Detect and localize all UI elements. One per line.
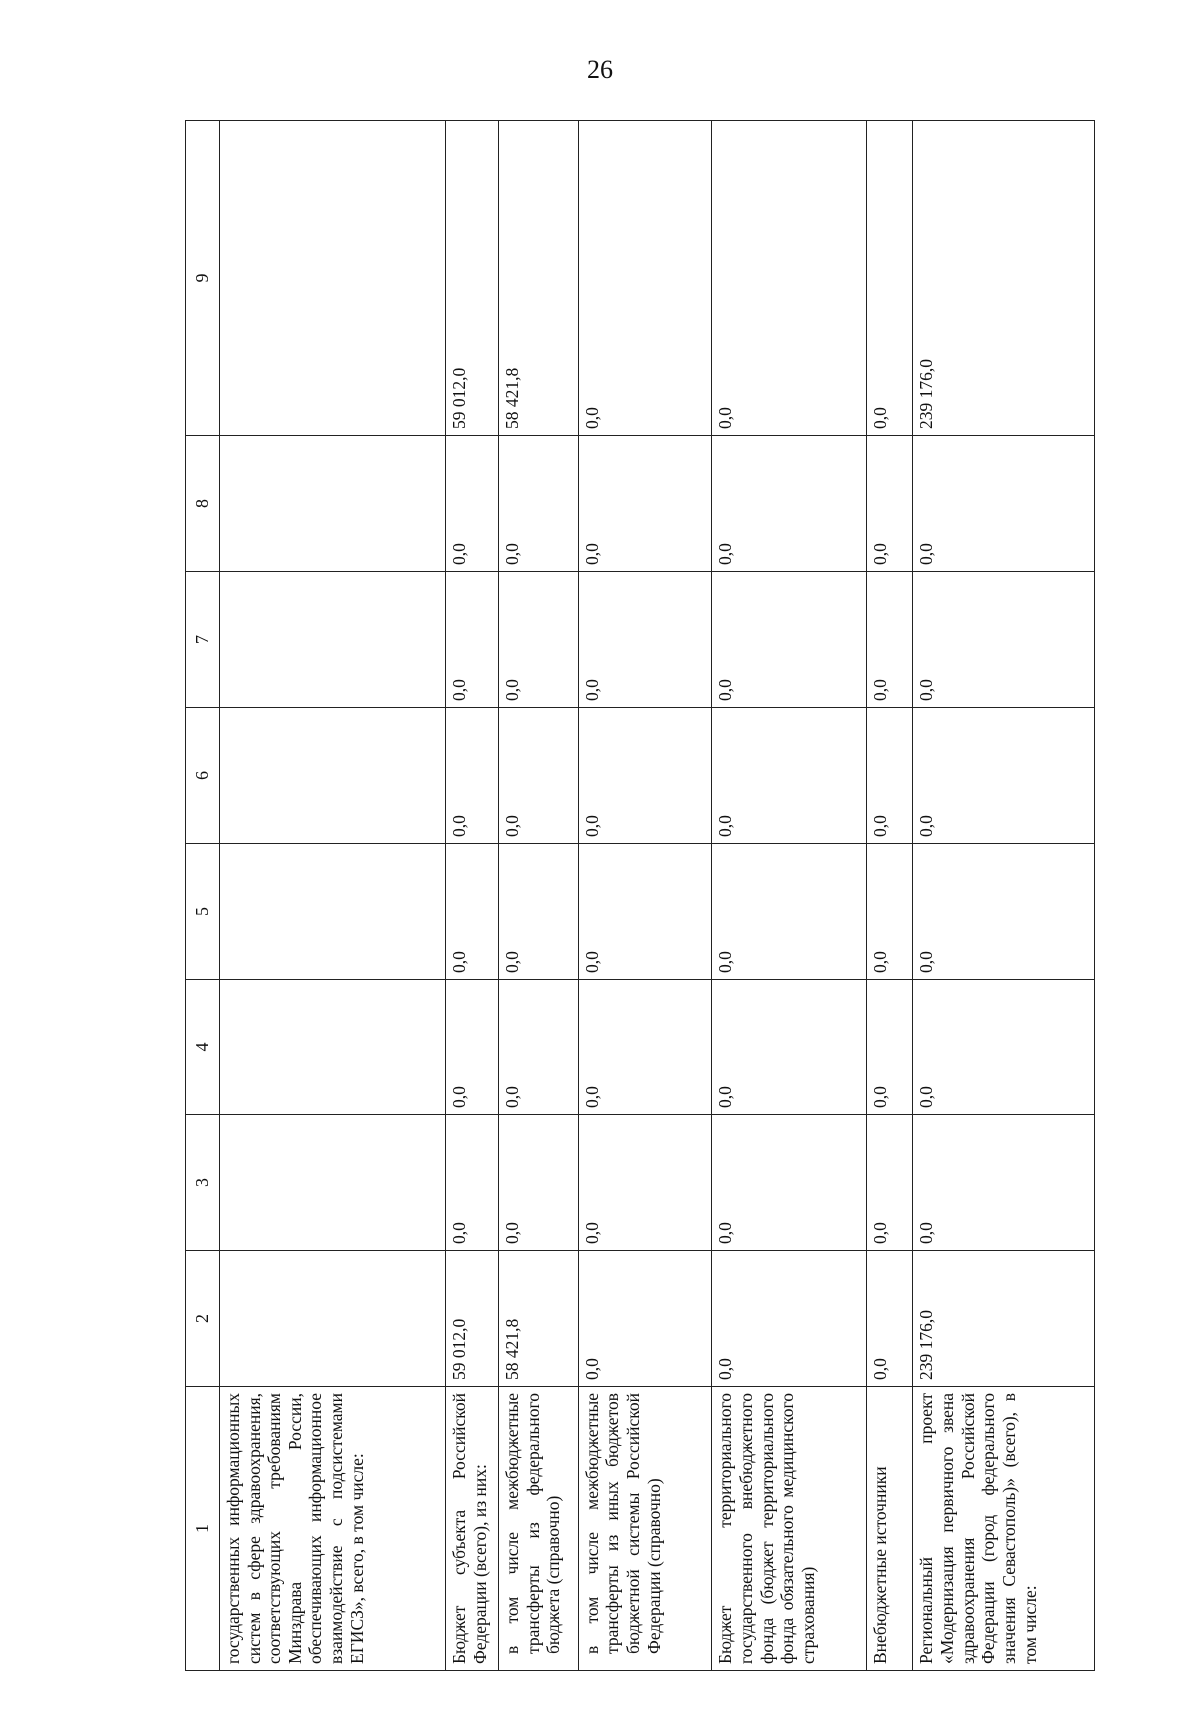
cell-value: 0,0 (712, 436, 867, 572)
cell-value: 0,0 (867, 708, 913, 844)
cell-value: 0,0 (913, 572, 1095, 708)
col-header-3: 3 (186, 1115, 220, 1251)
cell-value (219, 980, 445, 1115)
table-row (446, 121, 499, 1671)
row-label: Бюджет субъекта Российской Федерации (всего), из них: (446, 1387, 499, 1671)
page-number: 26 (587, 55, 613, 84)
cell-value: 0,0 (578, 121, 711, 436)
cell-value: 0,0 (446, 1115, 499, 1251)
cell-value (219, 121, 445, 436)
col-header-2: 2 (186, 1251, 220, 1387)
table-row (578, 121, 711, 1671)
cell-value: 0,0 (913, 1115, 1095, 1251)
cell-value: 0,0 (499, 980, 579, 1115)
col-header-6: 6 (186, 708, 220, 844)
col-header-1: 1 (186, 1387, 220, 1671)
cell-value: 0,0 (446, 844, 499, 980)
cell-value: 0,0 (867, 436, 913, 572)
cell-value: 58 421,8 (499, 1251, 579, 1387)
table-row (712, 121, 867, 1671)
cell-value: 0,0 (578, 980, 711, 1115)
row-label: Региональный проект «Модернизация первичного звена здравоохранения Российской Федерации (город федерального значения Севастополь)» (всего), в том числе: (913, 1387, 1095, 1671)
col-header-5: 5 (186, 844, 220, 980)
cell-value: 0,0 (499, 572, 579, 708)
cell-value: 0,0 (913, 436, 1095, 572)
cell-value: 0,0 (913, 708, 1095, 844)
row-label: государственных информационных систем в сфере здравоохранения, соответствующих требованиям Минздрава России, обеспечивающих информационное взаимодействие с подсистемами ЕГИСЗ», всего, в том числе: (219, 1387, 445, 1671)
cell-value (219, 572, 445, 708)
cell-value: 0,0 (578, 1251, 711, 1387)
cell-value: 239 176,0 (913, 121, 1095, 436)
cell-value: 0,0 (578, 572, 711, 708)
cell-value: 0,0 (578, 708, 711, 844)
cell-value: 0,0 (578, 436, 711, 572)
col-header-7: 7 (186, 572, 220, 708)
row-label: в том числе межбюджетные трансферты из федерального бюджета (справочно) (499, 1387, 579, 1671)
cell-value: 58 421,8 (499, 121, 579, 436)
cell-value: 59 012,0 (446, 121, 499, 436)
cell-value: 0,0 (712, 980, 867, 1115)
cell-value: 0,0 (446, 436, 499, 572)
cell-value: 0,0 (867, 572, 913, 708)
table-row (219, 121, 445, 1671)
cell-value: 0,0 (446, 980, 499, 1115)
table-row (913, 121, 1095, 1671)
cell-value: 0,0 (578, 1115, 711, 1251)
cell-value: 0,0 (712, 708, 867, 844)
cell-value: 0,0 (446, 572, 499, 708)
cell-value: 0,0 (712, 121, 867, 436)
cell-value: 0,0 (712, 1115, 867, 1251)
cell-value: 59 012,0 (446, 1251, 499, 1387)
cell-value: 0,0 (867, 980, 913, 1115)
cell-value (219, 436, 445, 572)
cell-value: 0,0 (499, 708, 579, 844)
budget-table (185, 120, 1095, 1671)
cell-value (219, 1251, 445, 1387)
cell-value: 0,0 (499, 844, 579, 980)
cell-value: 0,0 (867, 1115, 913, 1251)
row-label: в том числе межбюджетные трансферты из иных бюджетов бюджетной системы Российской Федерации (справочно) (578, 1387, 711, 1671)
table-row (499, 121, 579, 1671)
row-label: Бюджет территориального государственного внебюджетного фонда (бюджет территориального фонда обязательного медицинского страхования) (712, 1387, 867, 1671)
header-row (186, 121, 220, 1671)
cell-value: 0,0 (499, 436, 579, 572)
row-label: Внебюджетные источники (867, 1387, 913, 1671)
cell-value: 0,0 (913, 844, 1095, 980)
cell-value (219, 844, 445, 980)
cell-value: 0,0 (867, 121, 913, 436)
cell-value: 0,0 (446, 708, 499, 844)
cell-value: 239 176,0 (913, 1251, 1095, 1387)
cell-value: 0,0 (867, 844, 913, 980)
cell-value: 0,0 (712, 572, 867, 708)
cell-value: 0,0 (867, 1251, 913, 1387)
col-header-9: 9 (186, 121, 220, 436)
cell-value: 0,0 (578, 844, 711, 980)
rotated-table-wrapper (185, 121, 1095, 1671)
cell-value (219, 708, 445, 844)
col-header-4: 4 (186, 980, 220, 1115)
col-header-8: 8 (186, 436, 220, 572)
cell-value: 0,0 (499, 1115, 579, 1251)
cell-value (219, 1115, 445, 1251)
cell-value: 0,0 (913, 980, 1095, 1115)
cell-value: 0,0 (712, 1251, 867, 1387)
cell-value: 0,0 (712, 844, 867, 980)
table-row (867, 121, 913, 1671)
